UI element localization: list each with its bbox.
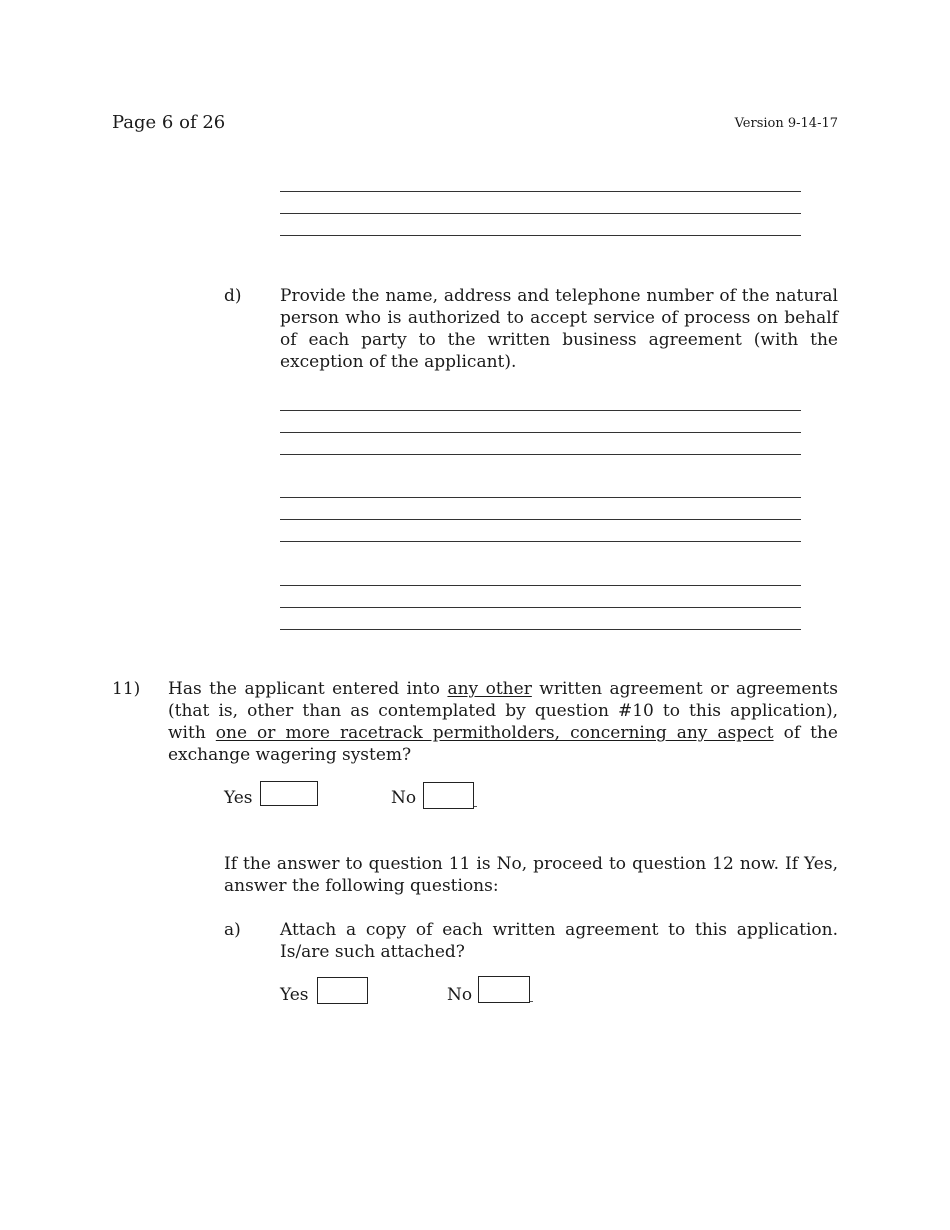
- yes-label: Yes: [280, 985, 309, 1005]
- item-a-yes-checkbox[interactable]: [317, 977, 368, 1004]
- yes-label: Yes: [224, 788, 253, 808]
- answer-line[interactable]: [280, 235, 801, 236]
- answer-line[interactable]: [280, 585, 801, 586]
- question-11-instruction: If the answer to question 11 is No, proceed to question 12 now. If Yes, answer the following questions:: [224, 854, 838, 896]
- answer-line[interactable]: [280, 607, 801, 608]
- item-a-no-checkbox[interactable]: [478, 976, 530, 1003]
- answer-line[interactable]: [280, 454, 801, 455]
- item-d-label: d): [224, 286, 242, 306]
- question-11-number: 11): [112, 679, 141, 699]
- answer-line[interactable]: [280, 213, 801, 214]
- answer-line[interactable]: [280, 497, 801, 498]
- item-a-label: a): [224, 920, 241, 940]
- answer-line[interactable]: [280, 519, 801, 520]
- q11-no-checkbox[interactable]: [423, 782, 474, 809]
- q11-yes-checkbox[interactable]: [260, 781, 318, 806]
- item-a-text: Attach a copy of each written agreement to this application. Is/are such attached?: [280, 920, 838, 962]
- no-label: No: [391, 788, 417, 808]
- version-label: Version 9-14-17: [734, 116, 838, 131]
- answer-line[interactable]: [280, 410, 801, 411]
- field-marker: [474, 806, 477, 807]
- answer-line[interactable]: [280, 191, 801, 192]
- item-d-text: Provide the name, address and telephone number of the natural person who is authorized to accept service of process on behalf of each party to the written business agreement (with the exception of the applicant).: [280, 286, 838, 372]
- no-label: No: [447, 985, 473, 1005]
- page-number: Page 6 of 26: [112, 112, 226, 133]
- answer-line[interactable]: [280, 541, 801, 542]
- answer-line[interactable]: [280, 629, 801, 630]
- answer-line[interactable]: [280, 432, 801, 433]
- question-11-text: Has the applicant entered into any other written agreement or agreements (that is, other than as contemplated by question #10 to this application), with one or more racetrack permitholders, concerning any aspect of the exchange wagering system?: [168, 679, 838, 765]
- field-marker: [530, 1001, 533, 1002]
